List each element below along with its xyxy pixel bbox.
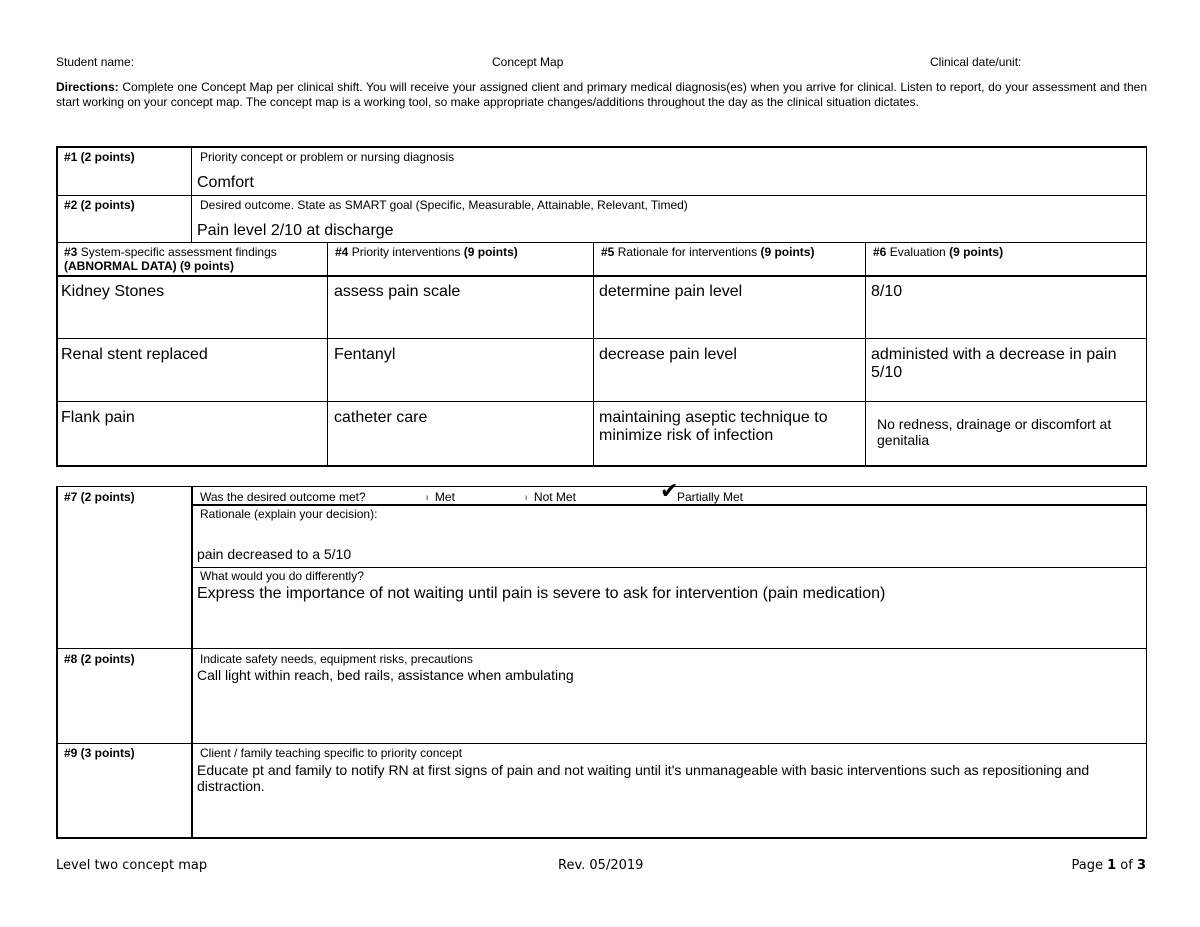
- desired-outcome-answer: Pain level 2/10 at discharge: [197, 222, 394, 239]
- row2-prompt: Desired outcome. State as SMART goal (Specific, Measurable, Attainable, Relevant, Timed): [200, 198, 688, 212]
- evaluation-cell: administed with a decrease in pain 5/10: [871, 346, 1117, 381]
- option-met[interactable]: ı Met: [426, 490, 455, 504]
- checkmark-icon: ✔: [660, 478, 679, 503]
- option-not-met[interactable]: ı Not Met: [525, 490, 576, 504]
- intervention-cell: assess pain scale: [334, 283, 461, 300]
- intervention-cell: catheter care: [334, 409, 428, 426]
- option-partially-met[interactable]: Partially Met: [677, 490, 744, 504]
- col4-header: #4 Priority interventions (9 points): [335, 245, 518, 259]
- directions: [56, 80, 1147, 110]
- directions-text: Complete one Concept Map per clinical shift. You will receive your assigned client and primary medical diagnosis(es) when you arrive for clinical. Listen to report, do your assessment and then start working on your concept map. The concept map is a working tool, so make appropriate changes/additions throughout the day as the clinical situation dictates.: [56, 80, 1147, 109]
- row1-prompt: Priority concept or problem or nursing diagnosis: [200, 150, 455, 164]
- rationale-cell: decrease pain level: [599, 346, 737, 363]
- finding-cell: Kidney Stones: [61, 283, 165, 300]
- priority-concept-answer: Comfort: [197, 174, 254, 191]
- finding-cell: Renal stent replaced: [61, 346, 208, 363]
- directions-label: Directions:: [56, 80, 119, 94]
- rationale-prompt: Rationale (explain your decision):: [200, 507, 378, 521]
- rationale-cell: determine pain level: [599, 283, 743, 300]
- finding-cell: Flank pain: [61, 409, 135, 426]
- row9-prompt: Client / family teaching specific to priority concept: [200, 746, 463, 760]
- footer-revision: Rev. 05/2019: [558, 858, 644, 873]
- page-number: Page 1 of 3: [1071, 858, 1146, 873]
- footer-left: Level two concept map: [56, 858, 208, 873]
- intervention-cell: Fentanyl: [334, 346, 396, 363]
- col5-header: #5 Rationale for interventions (9 points): [601, 245, 815, 259]
- evaluation-cell: 8/10: [871, 283, 903, 300]
- clinical-date-label: Clinical date/unit:: [930, 55, 1022, 69]
- row8-prompt: Indicate safety needs, equipment risks, precautions: [200, 652, 473, 666]
- row9-label: #9 (3 points): [64, 746, 135, 760]
- differently-answer: Express the importance of not waiting until pain is severe to ask for intervention (pain medication): [197, 585, 886, 602]
- differently-prompt: What would you do differently?: [200, 569, 364, 583]
- evaluation-cell: No redness, drainage or discomfort at genitalia: [877, 416, 1112, 448]
- rationale-cell: maintaining aseptic technique to minimize risk of infection: [599, 409, 828, 444]
- safety-answer: Call light within reach, bed rails, assistance when ambulating: [197, 667, 574, 683]
- row1-label: #1 (2 points): [64, 150, 135, 164]
- student-name-label: Student name:: [56, 55, 135, 69]
- outcome-question: Was the desired outcome met?: [200, 490, 366, 504]
- page-title: Concept Map: [492, 55, 564, 69]
- teaching-answer: Educate pt and family to notify RN at first signs of pain and not waiting until it's unmanageable with basic interventions such as repositioning and distraction.: [197, 762, 1090, 794]
- row7-label: #7 (2 points): [64, 490, 135, 504]
- row2-label: #2 (2 points): [64, 198, 135, 212]
- col3-header: #3 System-specific assessment findings (ABNORMAL DATA) (9 points): [64, 245, 277, 273]
- row8-label: #8 (2 points): [64, 652, 135, 666]
- rationale-answer: pain decreased to a 5/10: [197, 546, 352, 562]
- col6-header: #6 Evaluation (9 points): [873, 245, 1004, 259]
